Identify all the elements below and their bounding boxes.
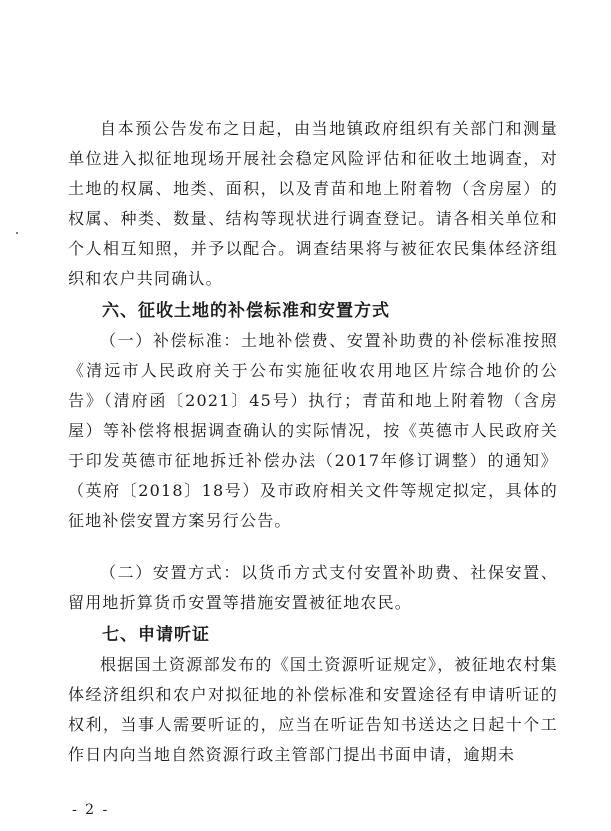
page-number: - 2 - [72, 802, 110, 818]
section-heading-compensation: 六、征收土地的补偿标准和安置方式 [102, 301, 390, 321]
paragraph-hearing-rights: 根据国土资源部发布的《国土资源听证规定》，被征地农村集体经济组织和农户对拟征地的补偿标准和安置途径有申请听证的权利，当事人需要听证的，应当在听证告知书送达之日起十个工作日内向当地自然资源行政主管部门提出书面申请，逾期未 [68, 655, 558, 764]
paragraph-survey-notice: 自本预公告发布之日起，由当地镇政府组织有关部门和测量单位进入拟征地现场开展社会稳定风险评估和征收土地调查，对土地的权属、地类、面积，以及青苗和地上附着物（含房屋）的权属、种类、数量、结构等现状进行调查登记。请各相关单位和个人相互知照，并予以配合。调查结果将与被征农民集体经济组织和农户共同确认。 [68, 119, 558, 288]
section-heading-hearing: 七、申请听证 [102, 625, 210, 645]
paragraph-compensation-standard: （一）补偿标准：土地补偿费、安置补助费的补偿标准按照《清远市人民政府关于公布实施征收农用地区片综合地价的公告》（清府函〔2021〕45号）执行；青苗和地上附着物（含房屋）等补偿将根据调查确认的实际情况，按《英德市人民政府关于印发英德市征地拆迁补偿办法（2017年修订调整）的通知》（英府〔2018〕18号）及市政府相关文件等规定拟定，具体的征地补偿安置方案另行公告。 [68, 331, 558, 530]
paragraph-resettlement-method: （二）安置方式：以货币方式支付安置补助费、社保安置、留用地折算货币安置等措施安置被征地农民。 [68, 563, 558, 612]
scan-speck [16, 232, 18, 234]
